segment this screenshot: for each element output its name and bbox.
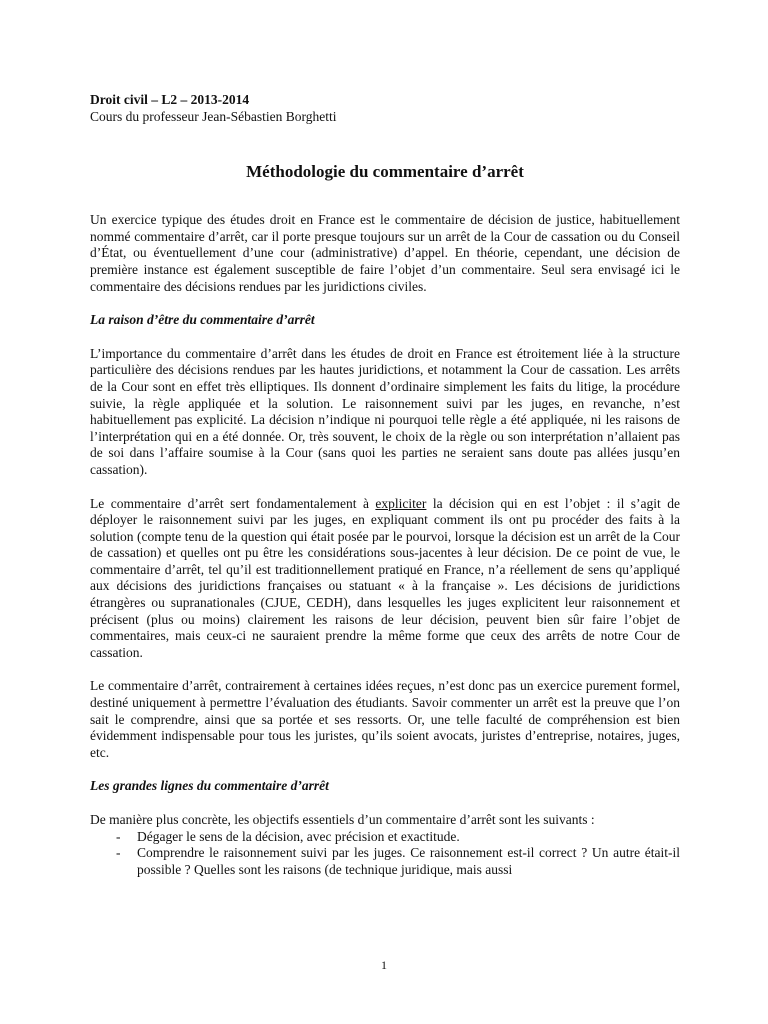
document-title: Méthodologie du commentaire d’arrêt	[246, 162, 524, 182]
emphasis-expliciter: expliciter	[375, 495, 427, 511]
page-number: 1	[381, 958, 387, 972]
list-item-text: Dégager le sens de la décision, avec précision et exactitude.	[137, 828, 460, 844]
section-heading-raison: La raison d’être du commentaire d’arrêt	[90, 312, 315, 328]
paragraph-expliciter-start: Le commentaire d’arrêt sert fondamentalement à	[90, 495, 376, 511]
list-item-text: Comprendre le raisonnement suivi par les juges. Ce raisonnement est-il correct ? Un autre était-il possible ? Quelles sont les raisons (de technique juridique, mais aussi	[137, 845, 680, 877]
list-item	[90, 845, 680, 878]
section-heading-grandes-lignes: Les grandes lignes du commentaire d’arrêt	[90, 778, 329, 794]
paragraph-objectifs: De manière plus concrète, les objectifs essentiels d’un commentaire d’arrêt sont les suivants :	[90, 812, 595, 827]
paragraph-idees-recues: Le commentaire d’arrêt, contrairement à certaines idées reçues, n’est donc pas un exercice purement formel, destiné uniquement à permettre l’évaluation des étudiants. Savoir commenter un arrêt est la preuve que l’on sait le comprendre, ainsi que sa portée et ses ressorts. Or, une telle faculté de compréhension est bien évidemment indispensable pour tous les juristes, qu’ils soient avocats, juristes d’entreprise, notaires, juges, etc.	[90, 678, 680, 760]
paragraph-importance: L’importance du commentaire d’arrêt dans les études de droit en France est étroitement liée à la structure particulière des décisions rendues par les hautes juridictions, et notamment la Cour de cassation. Les arrêts de la Cour sont en effet très elliptiques. Ils donnent d’ordinaire simplement les faits du litige, la procédure suivie, la règle appliquée et la solution. Le raisonnement suivi par les juges, en revanche, n’est habituellement pas explicité. La décision n’indique ni pourquoi telle règle a été appliquée, ni les raisons de l’interprétation qui en a été donnée. Or, très souvent, le choix de la règle ou son interprétation n’allaient pas de soi dans l’affaire soumise à la Cour (sans quoi les parties ne seraient sans doute pas allées jusqu’en cassation).	[90, 345, 680, 477]
intro-paragraph: Un exercice typique des études droit en France est le commentaire de décision de justice, habituellement nommé commentaire d’arrêt, car il porte presque toujours sur un arrêt de la Cour de cassation ou du Conseil d’État, ou éventuellement d’une cour (administrative) d’appel. En théorie, cependant, une décision de première instance est également susceptible de faire l’objet d’un commentaire. Seul sera envisagé ici le commentaire des décisions rendues par les juridictions civiles.	[90, 212, 680, 294]
bullet-dash: -	[116, 828, 121, 844]
list-item	[90, 829, 680, 846]
objectives-list	[90, 829, 680, 879]
bullet-dash: -	[116, 845, 121, 861]
course-header: Droit civil – L2 – 2013-2014	[90, 92, 250, 107]
paragraph-expliciter-end: la décision qui en est l’objet : il s’agit de déployer le raisonnement suivi par les juges, en expliquant comment ils ont pu procéder des faits à la solution (compte tenu de la question qui était posée par le pourvoi, lorsque la décision est un arrêt de la Cour de cassation) et quelles ont pu être les considérations sous-jacentes à leur décision. De ce point de vue, le commentaire d’arrêt, tel qu’il est traditionnellement pratiqué en France, n’a réellement de sens qu’appliqué aux décisions des juridictions françaises ou statuant « à la française ». Les décisions de juridictions étrangères ou supranationales (CJUE, CEDH), dans lesquelles les juges explicitent leur raisonnement et précisent (plus ou moins) clairement les raisons de leur décision, peuvent bien sûr faire l’objet de commentaires, mais ceux-ci ne sauraient prendre la même forme que ceux des arrêts de notre Cour de cassation.	[90, 495, 681, 660]
professor-line: Cours du professeur Jean-Sébastien Borghetti	[90, 108, 337, 124]
paragraph-expliciter	[90, 496, 680, 662]
